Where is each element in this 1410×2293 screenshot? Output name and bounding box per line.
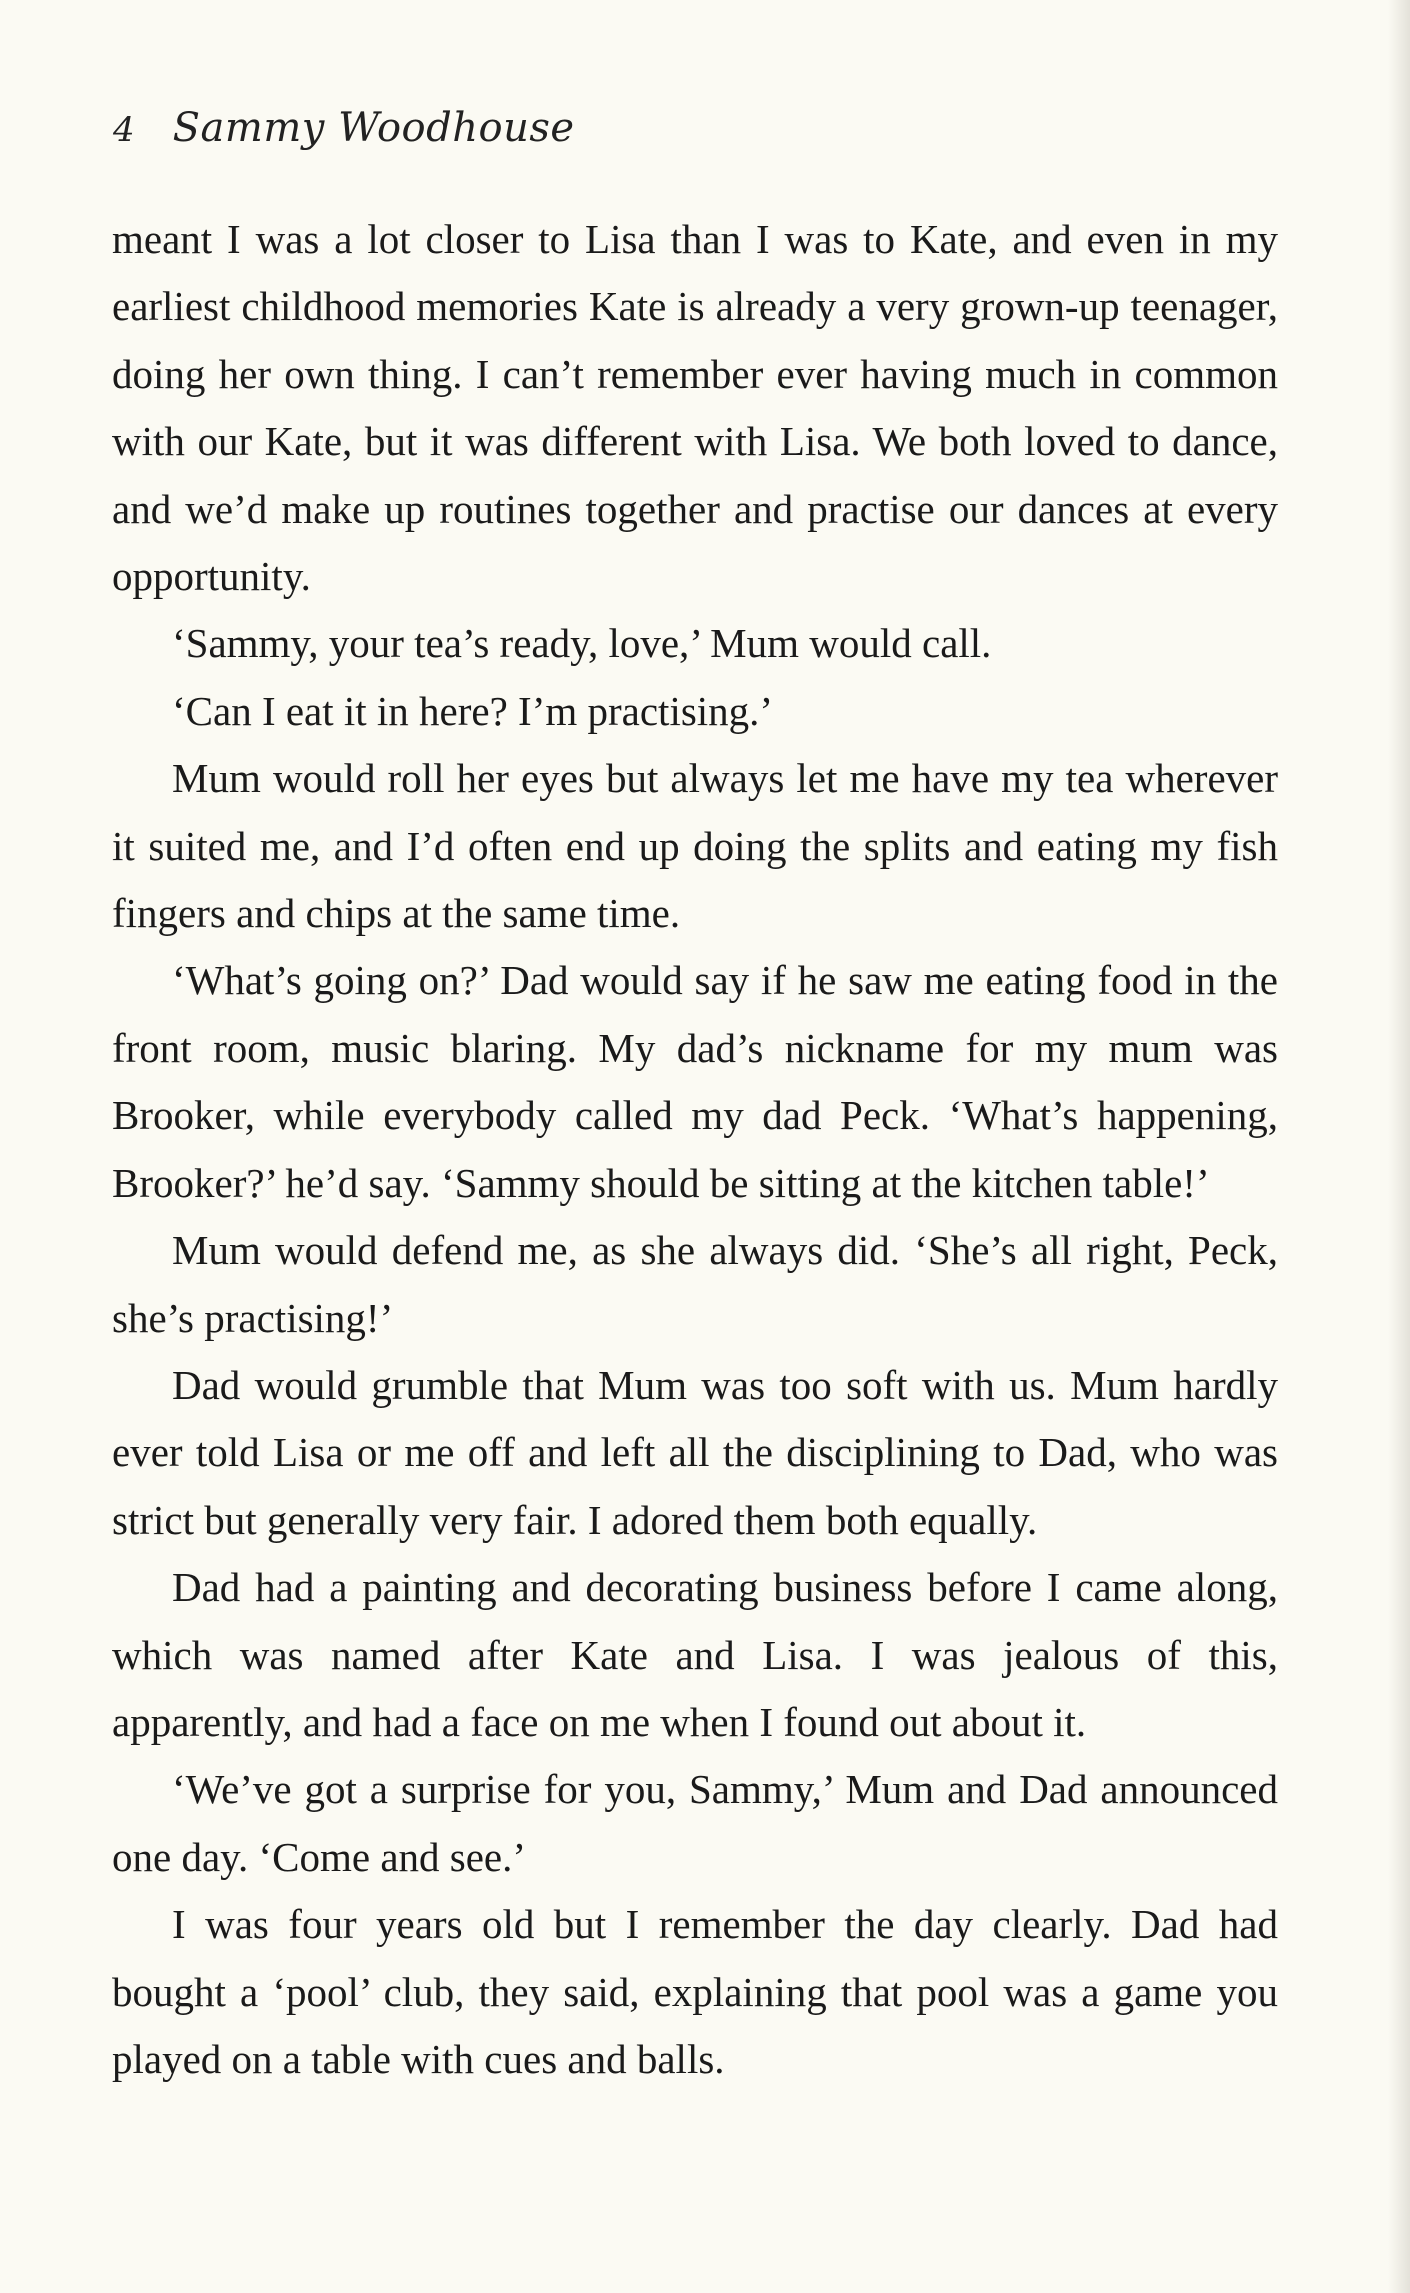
- paragraph: ‘What’s going on?’ Dad would say if he saw me eating food in the front room, music blaring. My dad’s nickname for my mum was Brooker, while everybody called my dad Peck. ‘What’s happening, Brooker?’ he’d say. ‘Sammy should be sitting at the kitchen table!’: [112, 957, 1278, 1206]
- body-text: [112, 206, 1278, 2093]
- paragraph: Mum would roll her eyes but always let me have my tea wherever it suited me, and I’d often end up doing the splits and eating my fish fingers and chips at the same time.: [112, 755, 1278, 937]
- running-head: [113, 105, 575, 165]
- page-number: 4: [113, 110, 135, 150]
- paragraph: Mum would defend me, as she always did. ‘She’s all right, Peck, she’s practising!’: [112, 1227, 1278, 1341]
- paragraph: I was four years old but I remember the day clearly. Dad had bought a ‘pool’ club, they said, explaining that pool was a game you played on a table with cues and balls.: [112, 1901, 1278, 2082]
- page-edge-shadow: [1388, 0, 1410, 2293]
- paragraph: ‘Sammy, your tea’s ready, love,’ Mum would call.: [172, 620, 992, 667]
- author-name: Sammy Woodhouse: [172, 105, 575, 151]
- paragraph: ‘We’ve got a surprise for you, Sammy,’ Mum and Dad announced one day. ‘Come and see.’: [112, 1766, 1278, 1880]
- paragraph: meant I was a lot closer to Lisa than I was to Kate, and even in my earliest childhood memories Kate is already a very grown-up teenager, doing her own thing. I can’t remember ever having much in common with our Kate, but it was different with Lisa. We both loved to dance, and we’d make up routines together and practise our dances at every opportunity.: [112, 216, 1278, 600]
- paragraph: Dad had a painting and decorating business before I came along, which was named after Kate and Lisa. I was jealous of this, apparently, and had a face on me when I found out about it.: [112, 1564, 1278, 1745]
- paragraph: ‘Can I eat it in here? I’m practising.’: [172, 687, 774, 734]
- paragraph: Dad would grumble that Mum was too soft with us. Mum hardly ever told Lisa or me off and left all the disciplining to Dad, who was strict but generally very fair. I adored them both equally.: [112, 1361, 1278, 1543]
